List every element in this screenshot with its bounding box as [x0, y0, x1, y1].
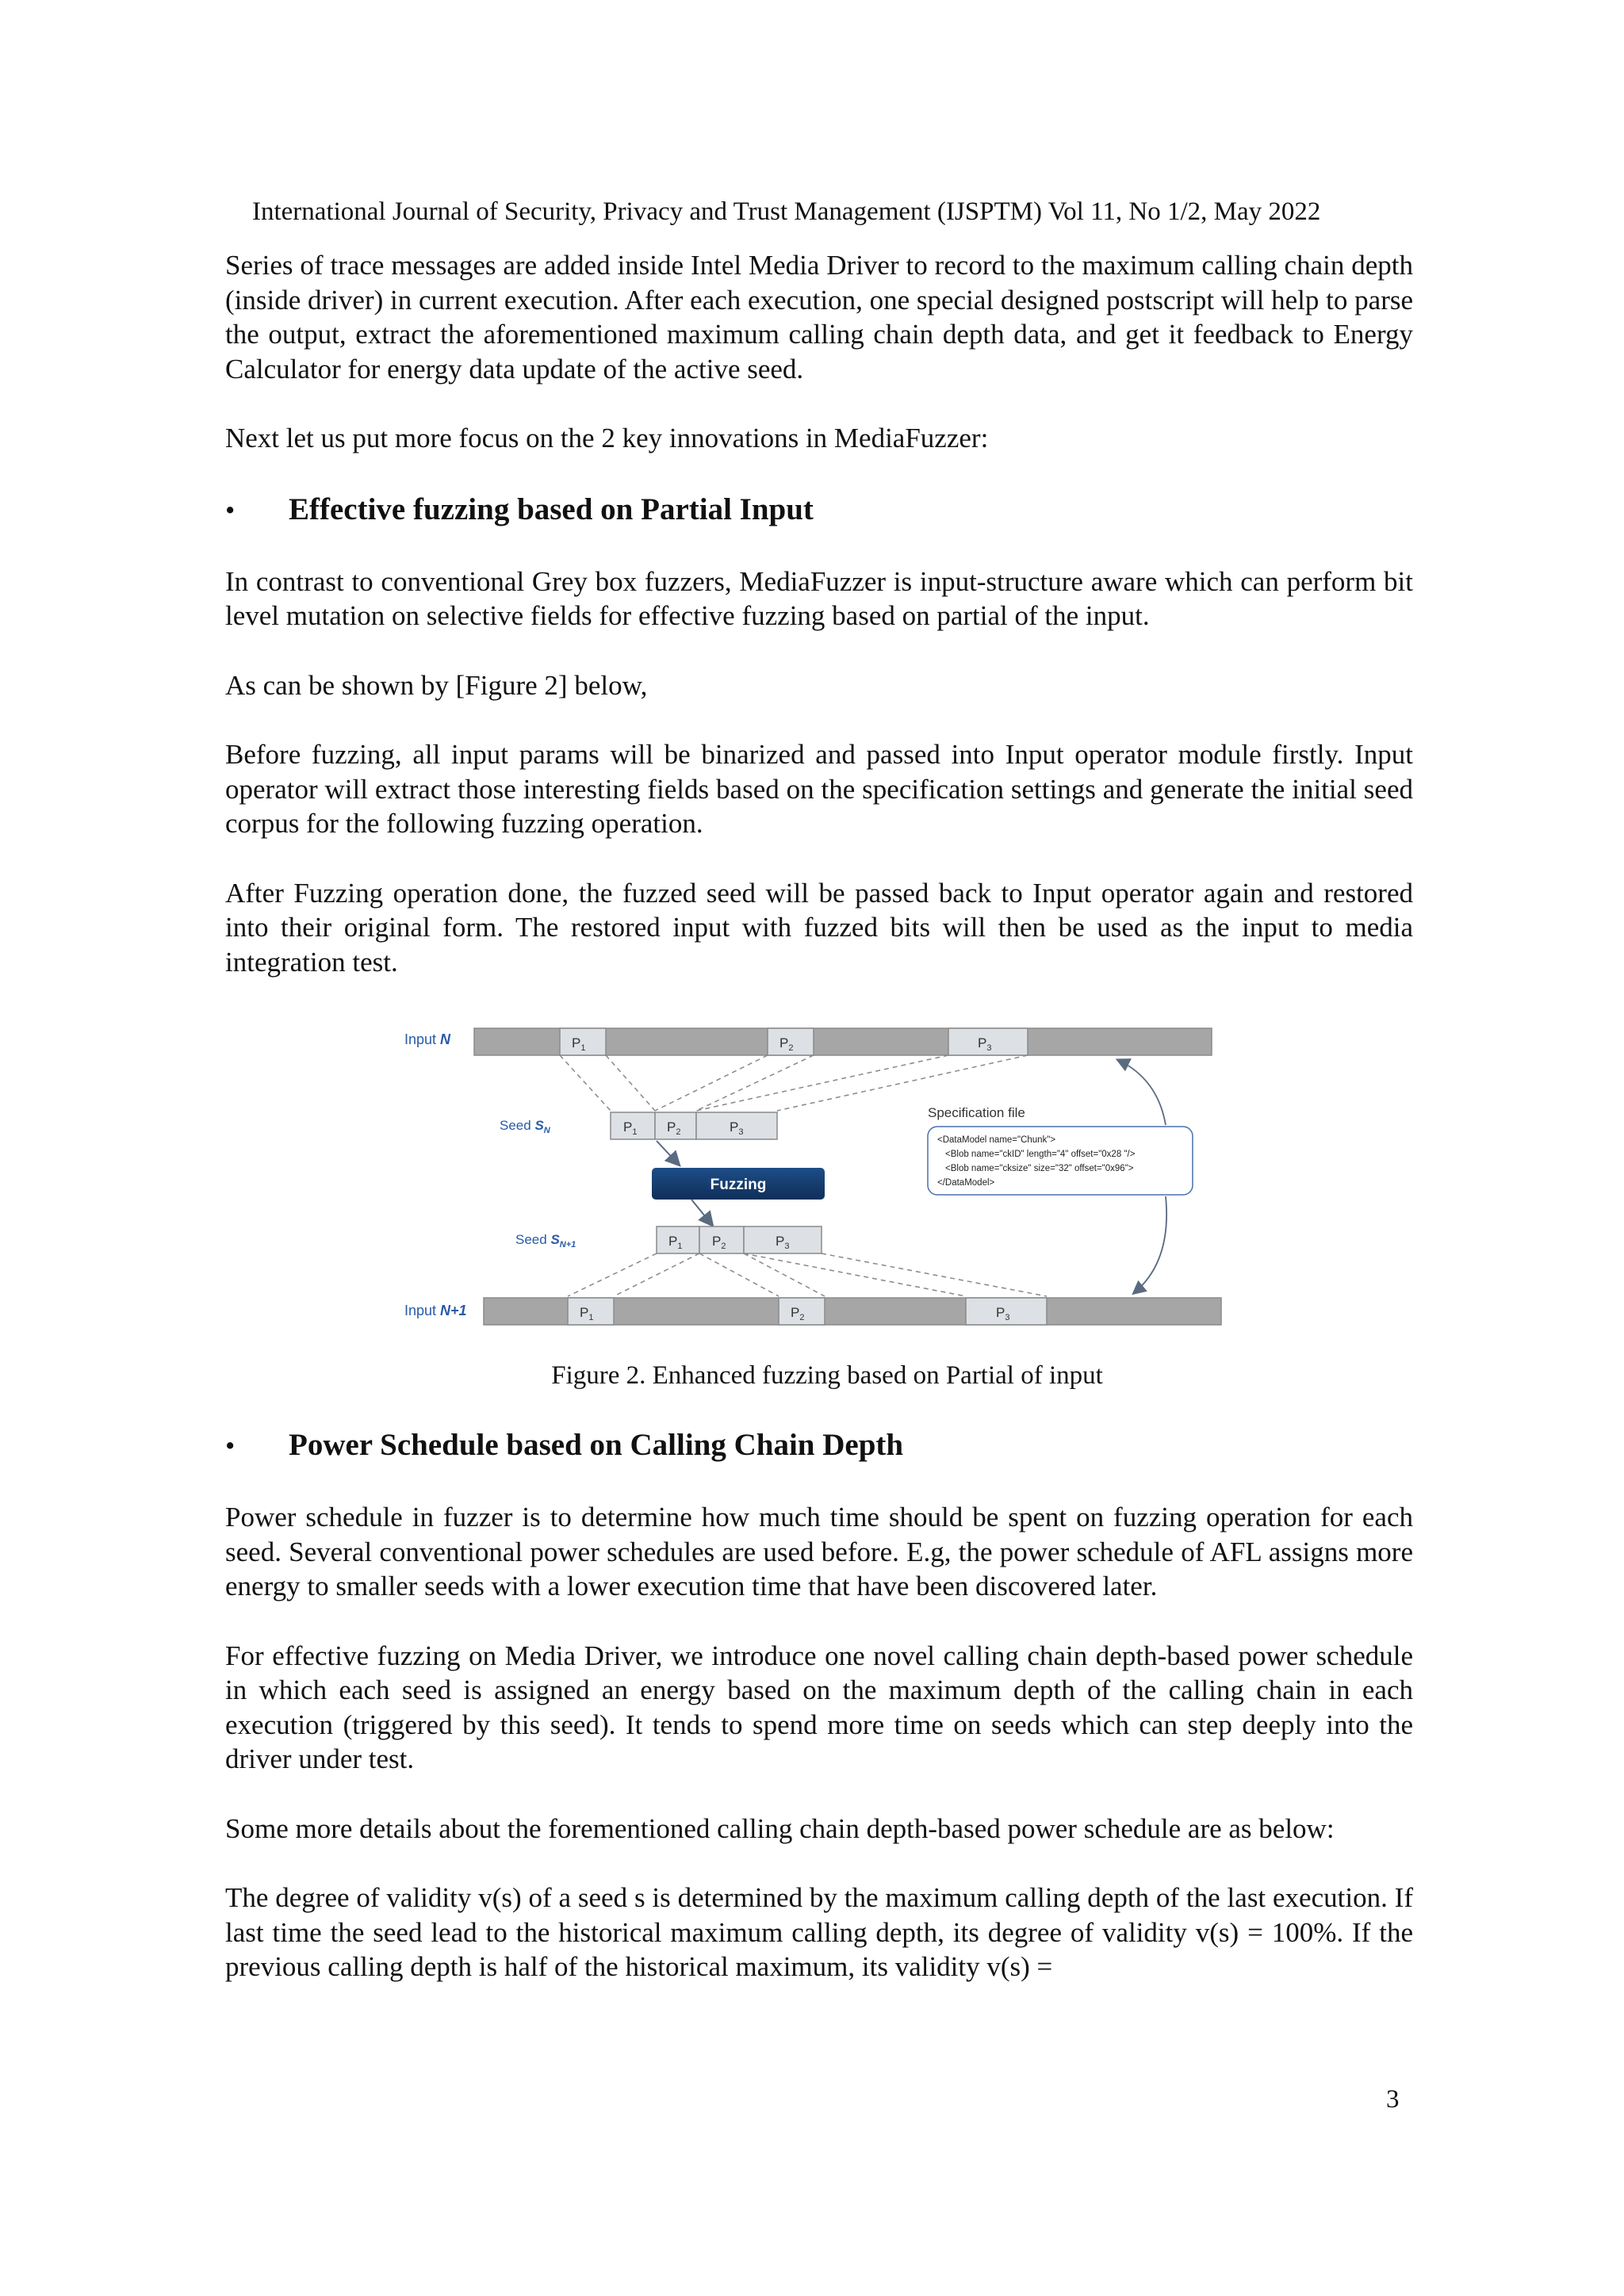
figure-caption: Figure 2. Enhanced fuzzing based on Partial of input [551, 1361, 1103, 1390]
paragraph-more-details: Some more details about the forementioned calling chain depth-based power schedule are as below: [225, 1812, 1335, 1844]
paragraph-trace-messages: Series of trace messages are added inside Intel Media Driver to record to the maximum calling chain depth (inside driver) in current execution. After each execution, one special designed postscript will help to parse the output, extract the aforementioned maximum calling chain depth data, and get it feedback to Energy Calculator for energy data update of the active seed. [225, 250, 1413, 385]
arrow-from-fuzzing [691, 1200, 712, 1225]
bullet-power-schedule [225, 1426, 1413, 1465]
spec-line-2: <Blob name="ckID" length="4" offset="0x28 "/> [945, 1150, 1136, 1159]
input-n1-p1-label: $P_1$ [580, 1305, 594, 1322]
input-n-p2-label: $P_2$ [779, 1035, 794, 1053]
spec-file-title: Specification file [928, 1105, 1025, 1120]
input-n-p1-label: $P_1$ [572, 1035, 586, 1053]
input-n1-label: Input N+1 [404, 1303, 467, 1318]
fuzzing-label: Fuzzing [710, 1177, 767, 1193]
input-n1-p3-label: $P_3$ [996, 1305, 1010, 1322]
spec-arrow-up [1118, 1060, 1166, 1125]
extract-lines [560, 1055, 1028, 1111]
seed-sn-p3-label: $P_3$ [730, 1119, 744, 1137]
paragraph-before-fuzzing: Before fuzzing, all input params will be binarized and passed into Input operator module firstly. Input operator will extract those interesting fields based on the specification settings and generate the initial seed corpus for the following fuzzing operation. [225, 739, 1413, 839]
running-header: International Journal of Security, Privacy and Trust Management (IJSPTM) Vol 11, No 1/2, May 2022 [252, 197, 1321, 226]
spec-line-1: <DataModel name="Chunk"> [937, 1135, 1056, 1145]
arrow-to-fuzzing [657, 1141, 679, 1165]
paragraph-novel-schedule: For effective fuzzing on Media Driver, we introduce one novel calling chain depth-based power schedule in which each seed is assigned an energy based on the maximum depth of the calling chain in each execution (triggered by this seed). It tends to spend more time on seeds which can step deeply into the driver under test. [225, 1640, 1413, 1774]
seed-sn1-p3-label: $P_3$ [776, 1234, 790, 1251]
page-number: 3 [1386, 2085, 1400, 2114]
input-n-p3-label: $P_3$ [978, 1035, 992, 1053]
seed-sn1-label: Seed $S_{N+1}$ [515, 1232, 576, 1249]
spec-line-3: <Blob name="cksize" size="32" offset="0x96"> [945, 1164, 1134, 1173]
page-content [225, 248, 1413, 1984]
paragraph-key-innovations: Next let us put more focus on the 2 key innovations in MediaFuzzer: [225, 423, 989, 453]
seed-sn1-p2-label: $P_2$ [712, 1234, 726, 1251]
spec-arrow-down [1134, 1196, 1166, 1293]
bullet-dot: • [225, 1430, 236, 1461]
paragraph-after-fuzzing: After Fuzzing operation done, the fuzzed seed will be passed back to Input operator again and restored into their original form. The restored input with fuzzed bits will then be used as the input to media integration test. [225, 877, 1413, 978]
bullet-partial-input [225, 491, 1413, 530]
paragraph-input-structure: In contrast to conventional Grey box fuzzers, MediaFuzzer is input-structure aware which can perform bit level mutation on selective fields for effective fuzzing based on partial of the input. [225, 565, 1413, 631]
seed-sn-p1-label: $P_1$ [623, 1119, 638, 1137]
restore-lines [568, 1253, 1047, 1296]
seed-sn1-p1-label: $P_1$ [668, 1234, 683, 1251]
bullet-heading: Effective fuzzing based on Partial Input [289, 492, 814, 526]
figure-2 [225, 1024, 1413, 1349]
seed-sn-label: Seed $S_N$ [500, 1118, 550, 1135]
paragraph-degree-validity: The degree of validity v(s) of a seed s is determined by the maximum calling depth of the last execution. If last time the seed lead to the historical maximum calling depth, its degree of validity v(s) = 100%. If the previous calling depth is half of the historical maximum, its validity v(s) = [225, 1882, 1413, 1982]
paragraph-figure-ref: As can be shown by [Figure 2] below, [225, 669, 648, 701]
spec-line-4: </DataModel> [937, 1178, 995, 1188]
paragraph-power-schedule: Power schedule in fuzzer is to determine how much time should be spent on fuzzing operation for each seed. Several conventional power schedules are used before. E.g, the power schedule of AFL assigns more energy to smaller seeds with a lower execution time that have been discovered later. [225, 1502, 1413, 1601]
seed-sn-p2-label: $P_2$ [667, 1119, 681, 1137]
bullet-heading: Power Schedule based on Calling Chain Depth [289, 1428, 904, 1462]
bullet-dot: • [225, 494, 236, 526]
fuzzing-diagram [404, 1024, 1229, 1349]
input-n1-p2-label: $P_2$ [791, 1305, 805, 1322]
input-n-label: Input N [404, 1031, 451, 1047]
